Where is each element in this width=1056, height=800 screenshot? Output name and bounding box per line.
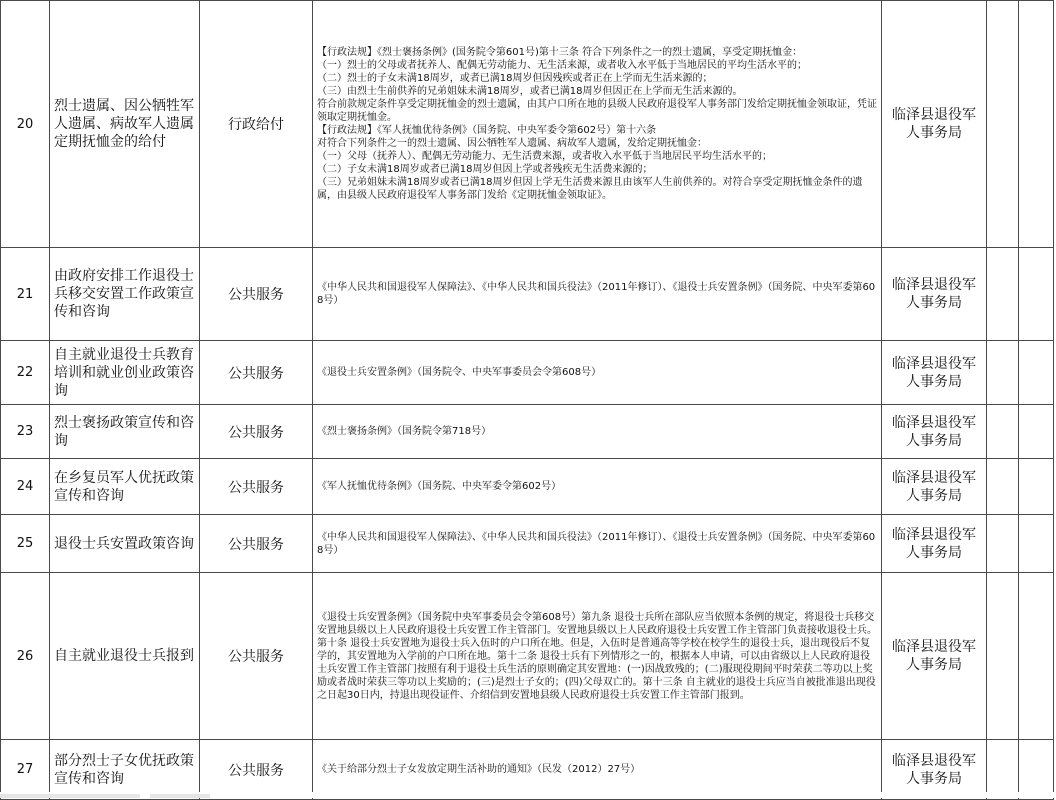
empty-cell xyxy=(1019,248,1054,341)
item-category: 公共服务 xyxy=(200,515,313,573)
empty-cell xyxy=(987,515,1019,573)
legal-basis xyxy=(313,573,882,740)
item-name: 部分烈士子女优抚政策宣传和咨询 xyxy=(50,740,200,800)
item-name: 烈士褒扬政策宣传和咨询 xyxy=(50,405,200,459)
item-category: 公共服务 xyxy=(200,459,313,515)
legal-basis-line: （三）由烈士生前供养的兄弟姐妹未满18周岁，或者已满18周岁但因正在上学而无生活来源的。 xyxy=(317,86,743,97)
item-name: 自主就业退役士兵报到 xyxy=(50,573,200,740)
legal-basis xyxy=(313,515,882,573)
row-number: 22 xyxy=(1,341,50,405)
table-row xyxy=(1,405,1054,459)
scroll-strip xyxy=(0,792,1056,798)
row-number: 25 xyxy=(1,515,50,573)
empty-cell xyxy=(987,248,1019,341)
table-row xyxy=(1,573,1054,740)
row-number: 27 xyxy=(1,740,50,800)
strip-segment xyxy=(150,794,210,798)
empty-cell xyxy=(1019,740,1054,800)
responsible-department: 临泽县退役军人事务局 xyxy=(882,573,987,740)
legal-basis-line: 《烈士褒扬条例》（国务院令第718号） xyxy=(317,426,492,437)
table-row xyxy=(1,459,1054,515)
legal-basis xyxy=(313,405,882,459)
item-category: 公共服务 xyxy=(200,740,313,800)
empty-cell xyxy=(987,740,1019,800)
empty-cell xyxy=(1019,515,1054,573)
legal-basis-line: 《退役士兵安置条例》（国务院中央军事委员会令第608号）第九条 退役士兵所在部队应当依照本条例的规定，将退役士兵移交安置地县级以上人民政府退役士兵安置工作主管部门。安置地县级以上人民政府退役士兵安置工作主管部门负责接收退役士兵。第十条 退役士兵安置地为退役士兵入伍时的户口所在地。但是，入伍时是普通高等学校在校学生的退役士兵，退出现役后不复学的，其安置地为入学前的户口所在地。第十二条 退役士兵有下列情形之一的，根据本人申请，可以由省级以上人民政府退役士兵安置工作主管部门按照有利于退役士兵生活的原则确定其安置地：(一)因战致残的；(二)服现役期间平时荣获二等功以上奖励或者战时荣获三等功以上奖励的；(三)是烈士子女的；(四)父母双亡的。第十三条 自主就业的退役士兵应当自被批准退出现役之日起30日内，持退出现役证件、介绍信到安置地县级人民政府退役士兵安置工作主管部门报到。 xyxy=(317,611,877,701)
legal-basis xyxy=(313,740,882,800)
responsible-department: 临泽县退役军人事务局 xyxy=(882,248,987,341)
legal-basis xyxy=(313,341,882,405)
legal-basis-line: 《退役士兵安置条例》（国务院令、中央军事委员会令第608号） xyxy=(317,367,602,378)
legal-basis-line: 《军人抚恤优待条例》（国务院、中央军委令第602号） xyxy=(317,481,562,492)
item-name: 由政府安排工作退役士兵移交安置工作政策宣传和咨询 xyxy=(50,248,200,341)
empty-cell xyxy=(1019,1,1054,248)
empty-cell xyxy=(1019,341,1054,405)
legal-basis-line: 【行政法规】《军人抚恤优待条例》（国务院、中央军委令第602号）第十六条 xyxy=(317,125,657,136)
item-category: 公共服务 xyxy=(200,341,313,405)
legal-basis-line: （三）兄弟姐妹未满18周岁或者已满18周岁但因上学无生活费来源且由该军人生前供养的。对符合享受定期抚恤金条件的遗属，由县级人民政府退役军人事务部门发给《定期抚恤金领取证》。 xyxy=(317,177,863,201)
legal-basis-line: 《中华人民共和国退役军人保障法》、《中华人民共和国兵役法》（2011年修订）、《退役士兵安置条例》（国务院、中央军委第608号） xyxy=(317,282,876,306)
table-row xyxy=(1,1,1054,248)
legal-basis-line: 【行政法规】《烈士褒扬条例》(国务院令第601号)第十三条 符合下列条件之一的烈士遗属，享受定期抚恤金： xyxy=(317,47,803,58)
item-category: 行政给付 xyxy=(200,1,313,248)
table-row xyxy=(1,341,1054,405)
item-name: 自主就业退役士兵教育培训和就业创业政策咨询 xyxy=(50,341,200,405)
responsible-department: 临泽县退役军人事务局 xyxy=(882,515,987,573)
table-row xyxy=(1,248,1054,341)
strip-segment xyxy=(0,794,140,798)
legal-basis-line: 符合前款规定条件享受定期抚恤金的烈士遗属，由其户口所在地的县级人民政府退役军人事务部门发给定期抚恤金领取证，凭证领取定期抚恤金。 xyxy=(317,99,877,123)
item-category: 公共服务 xyxy=(200,405,313,459)
legal-basis xyxy=(313,1,882,248)
table-row xyxy=(1,740,1054,800)
legal-basis xyxy=(313,248,882,341)
responsible-department: 临泽县退役军人事务局 xyxy=(882,459,987,515)
row-number: 23 xyxy=(1,405,50,459)
legal-basis-line: （二）烈士的子女未满18周岁，或者已满18周岁但因残疾或者正在上学而无生活来源的； xyxy=(317,73,713,84)
legal-basis-line: （二）子女未满18周岁或者已满18周岁但因上学或者残疾无生活费来源的； xyxy=(317,164,653,175)
responsible-department: 临泽县退役军人事务局 xyxy=(882,1,987,248)
empty-cell xyxy=(987,573,1019,740)
table-row xyxy=(1,515,1054,573)
legal-basis-line: 对符合下列条件之一的烈士遗属、因公牺牲军人遗属、病故军人遗属，发给定期抚恤金： xyxy=(317,138,707,149)
item-name: 退役士兵安置政策咨询 xyxy=(50,515,200,573)
responsible-department: 临泽县退役军人事务局 xyxy=(882,341,987,405)
row-number: 26 xyxy=(1,573,50,740)
item-name: 烈士遗属、因公牺牲军人遗属、病故军人遗属定期抚恤金的给付 xyxy=(50,1,200,248)
empty-cell xyxy=(987,1,1019,248)
responsible-department: 临泽县退役军人事务局 xyxy=(882,405,987,459)
row-number: 20 xyxy=(1,1,50,248)
responsible-department: 临泽县退役军人事务局 xyxy=(882,740,987,800)
empty-cell xyxy=(987,341,1019,405)
empty-cell xyxy=(987,459,1019,515)
table-body xyxy=(1,1,1054,800)
legal-basis-line: 《中华人民共和国退役军人保障法》、《中华人民共和国兵役法》（2011年修订）、《退役士兵安置条例》（国务院、中央军委第608号） xyxy=(317,531,876,556)
legal-basis-line: （一）烈士的父母或者抚养人、配偶无劳动能力、无生活来源，或者收入水平低于当地居民的平均生活水平的； xyxy=(317,60,807,71)
empty-cell xyxy=(1019,459,1054,515)
legal-basis-line: （一）父母（抚养人）、配偶无劳动能力、无生活费来源，或者收入水平低于当地居民平均生活水平的； xyxy=(317,151,772,162)
empty-cell xyxy=(1019,405,1054,459)
row-number: 21 xyxy=(1,248,50,341)
row-number: 24 xyxy=(1,459,50,515)
empty-cell xyxy=(987,405,1019,459)
item-category: 公共服务 xyxy=(200,248,313,341)
item-category: 公共服务 xyxy=(200,573,313,740)
legal-basis-line: 《关于给部分烈士子女发放定期生活补助的通知》（民发（2012）27号） xyxy=(317,764,641,775)
legal-basis xyxy=(313,459,882,515)
item-name: 在乡复员军人优抚政策宣传和咨询 xyxy=(50,459,200,515)
empty-cell xyxy=(1019,573,1054,740)
